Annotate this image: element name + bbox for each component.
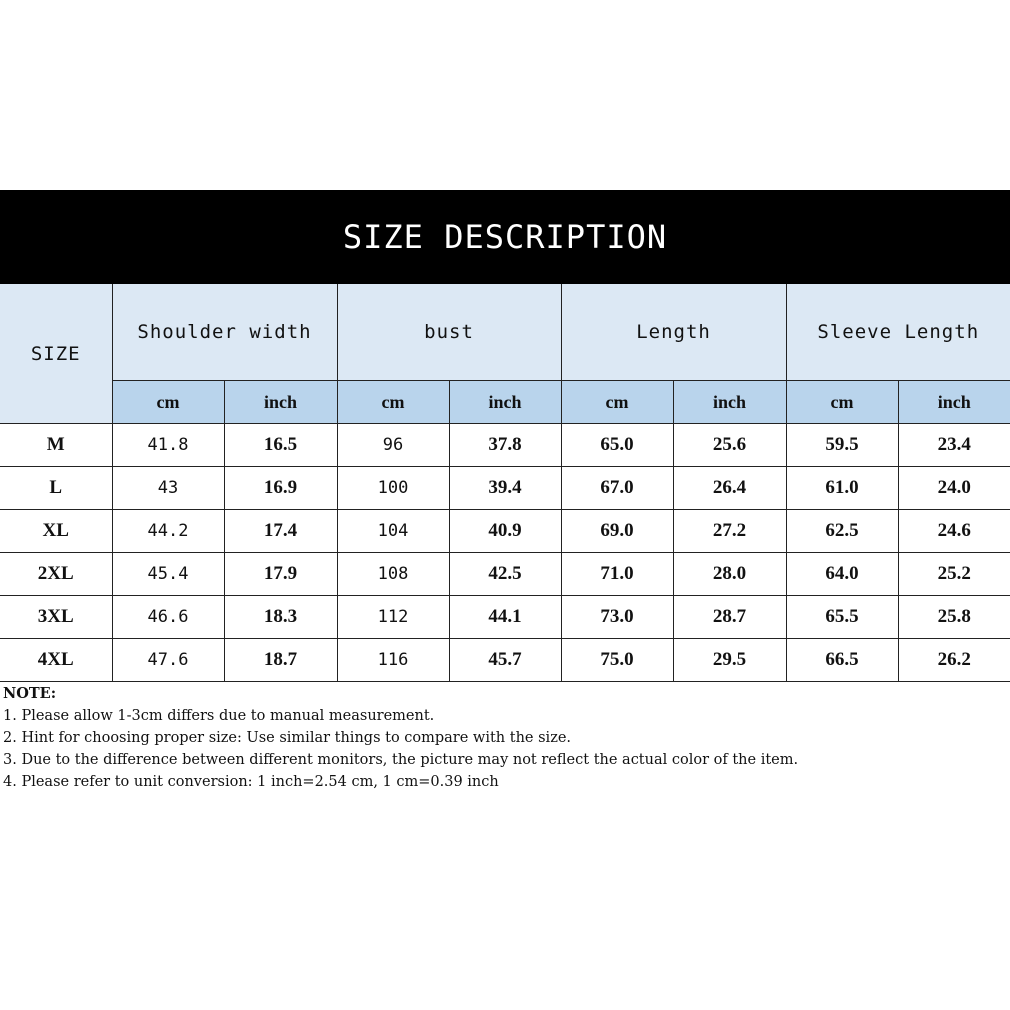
size-column-header: SIZE xyxy=(0,284,112,424)
unit-header-cm: cm xyxy=(337,381,449,424)
table-cell: 37.8 xyxy=(449,424,561,467)
unit-header-inch: inch xyxy=(898,381,1010,424)
table-cell: 25.6 xyxy=(673,424,786,467)
table-cell: 45.4 xyxy=(112,553,224,596)
table-cell: 66.5 xyxy=(786,639,898,682)
table-cell: 24.0 xyxy=(898,467,1010,510)
table-cell: 29.5 xyxy=(673,639,786,682)
table-cell: 17.9 xyxy=(224,553,337,596)
note-item: 2. Hint for choosing proper size: Use similar things to compare with the size. xyxy=(3,730,572,746)
table-cell: 62.5 xyxy=(786,510,898,553)
table-cell: 18.7 xyxy=(224,639,337,682)
table-cell: 18.3 xyxy=(224,596,337,639)
size-label-cell: L xyxy=(0,467,112,510)
table-row xyxy=(0,424,1010,467)
table-cell: 100 xyxy=(337,467,449,510)
size-label-cell: 3XL xyxy=(0,596,112,639)
table-cell: 23.4 xyxy=(898,424,1010,467)
table-cell: 42.5 xyxy=(449,553,561,596)
size-label-cell: 2XL xyxy=(0,553,112,596)
table-cell: 47.6 xyxy=(112,639,224,682)
table-cell: 17.4 xyxy=(224,510,337,553)
notes-section xyxy=(3,683,1003,793)
table-cell: 65.0 xyxy=(561,424,673,467)
bust-header: bust xyxy=(337,284,561,381)
table-row xyxy=(0,639,1010,682)
size-chart-table xyxy=(0,284,1010,682)
size-label-cell: XL xyxy=(0,510,112,553)
table-cell: 73.0 xyxy=(561,596,673,639)
table-cell: 45.7 xyxy=(449,639,561,682)
table-row xyxy=(0,596,1010,639)
table-cell: 65.5 xyxy=(786,596,898,639)
table-cell: 104 xyxy=(337,510,449,553)
table-cell: 43 xyxy=(112,467,224,510)
table-cell: 16.5 xyxy=(224,424,337,467)
notes-heading: NOTE: xyxy=(3,685,57,702)
table-cell: 25.2 xyxy=(898,553,1010,596)
table-cell: 26.4 xyxy=(673,467,786,510)
table-cell: 61.0 xyxy=(786,467,898,510)
unit-header-inch: inch xyxy=(224,381,337,424)
table-row xyxy=(0,467,1010,510)
sleeve-length-header: Sleeve Length xyxy=(786,284,1010,381)
table-cell: 112 xyxy=(337,596,449,639)
table-cell: 28.0 xyxy=(673,553,786,596)
table-cell: 64.0 xyxy=(786,553,898,596)
shoulder-width-header: Shoulder width xyxy=(112,284,337,381)
unit-header-cm: cm xyxy=(786,381,898,424)
table-cell: 27.2 xyxy=(673,510,786,553)
note-item: 3. Due to the difference between different monitors, the picture may not reflect the actual color of the item. xyxy=(3,752,799,768)
table-cell: 67.0 xyxy=(561,467,673,510)
unit-header-inch: inch xyxy=(673,381,786,424)
size-description-title: SIZE DESCRIPTION xyxy=(0,190,1010,284)
note-item: 4. Please refer to unit conversion: 1 inch=2.54 cm, 1 cm=0.39 inch xyxy=(3,774,499,790)
table-cell: 25.8 xyxy=(898,596,1010,639)
table-row xyxy=(0,510,1010,553)
table-cell: 96 xyxy=(337,424,449,467)
table-cell: 46.6 xyxy=(112,596,224,639)
table-cell: 28.7 xyxy=(673,596,786,639)
table-cell: 44.2 xyxy=(112,510,224,553)
table-cell: 16.9 xyxy=(224,467,337,510)
table-cell: 75.0 xyxy=(561,639,673,682)
table-cell: 26.2 xyxy=(898,639,1010,682)
table-cell: 39.4 xyxy=(449,467,561,510)
table-row xyxy=(0,553,1010,596)
unit-header-cm: cm xyxy=(112,381,224,424)
size-label-cell: M xyxy=(0,424,112,467)
table-cell: 71.0 xyxy=(561,553,673,596)
table-cell: 44.1 xyxy=(449,596,561,639)
table-cell: 41.8 xyxy=(112,424,224,467)
table-cell: 40.9 xyxy=(449,510,561,553)
unit-header-cm: cm xyxy=(561,381,673,424)
table-cell: 59.5 xyxy=(786,424,898,467)
size-label-cell: 4XL xyxy=(0,639,112,682)
table-cell: 24.6 xyxy=(898,510,1010,553)
table-cell: 116 xyxy=(337,639,449,682)
length-header: Length xyxy=(561,284,786,381)
table-cell: 69.0 xyxy=(561,510,673,553)
unit-header-inch: inch xyxy=(449,381,561,424)
table-cell: 108 xyxy=(337,553,449,596)
note-item: 1. Please allow 1-3cm differs due to manual measurement. xyxy=(3,708,435,724)
